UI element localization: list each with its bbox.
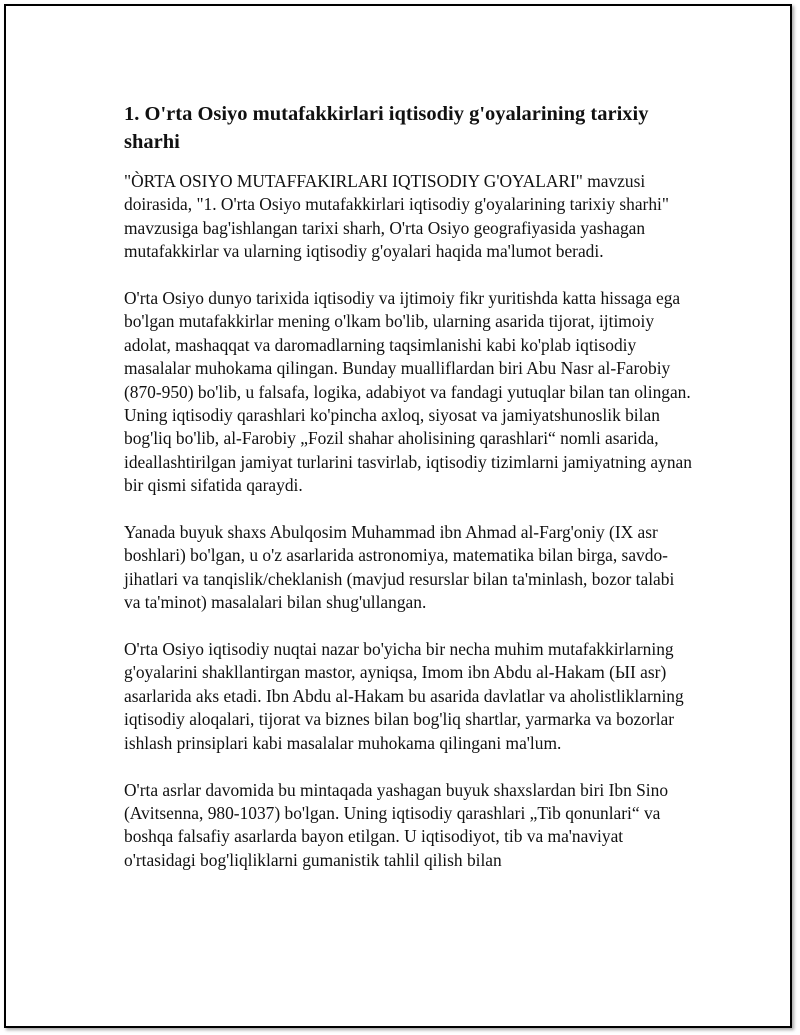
document-body bbox=[124, 100, 694, 896]
paragraph-intro: "ÒRTA OSIYO MUTAFFAKIRLARI IQTISODIY G'OYALARI" mavzusi doirasida, "1. O'rta Osiyo mutafakkirlari iqtisodiy g'oyalarining tarixiy sharhi" mavzusiga bag'ishlangan tarixi sharh, O'rta Osiyo geografiyasida yashagan mutafakkirlar va ularning iqtisodiy g'oyalari haqida ma'lumot beradi. bbox=[124, 171, 669, 262]
paragraph-al-farobiy: O'rta Osiyo dunyo tarixida iqtisodiy va ijtimoiy fikr yuritishda katta hissaga ega bo'lgan mutafakkirlar mening o'lkam bo'lib, ularning asarida tijorat, ijtimoiy adolat, mashaqqat va daromadlarning taqsimlanishi kabi ko'plab iqtisodiy masalalar muhokama qilingan. Bunday mualliflardan biri Abu Nasr al-Farobiy (870-950) bo'lib, u falsafa, logika, adabiyot va fandagi yutuqlar bilan tan olingan. Uning iqtisodiy qarashlari ko'pincha axloq, siyosat va jamiyatshunoslik bilan bog'liq bo'lib, al-Farobiy „Fozil shahar aholisining qarashlari“ nomli asarida, ideallashtirilgan jamiyat turlarini tasvirlab, iqtisodiy tizimlarni jamiyatning aynan bir qismi sifatida qaraydi. bbox=[124, 288, 692, 496]
document-title: 1. O'rta Osiyo mutafakkirlari iqtisodiy g'oyalarining tarixiy sharhi bbox=[124, 103, 649, 153]
paragraph-ibn-abdu-al-hakam: O'rta Osiyo iqtisodiy nuqtai nazar bo'yicha bir necha muhim mutafakkirlarning g'oyalarini shakllantirgan mastor, ayniqsa, Imom ibn Abdu al-Hakam (ЫI asr) asarlarida aks etadi. Ibn Abdu al-Hakam bu asarida davlatlar va aholistliklarning iqtisodiy aloqalari, tijorat va biznes bilan bog'liq shartlar, yarmarka va bozorlar ishlash prinsiplari kabi masalalar muhokama qilingani ma'lum. bbox=[124, 639, 684, 753]
document-page bbox=[4, 4, 792, 1028]
paragraph-al-fargoniy: Yanada buyuk shaxs Abulqosim Muhammad ibn Ahmad al-Farg'oniy (IX asr boshlari) bo'lgan, u o'z asarlarida astronomiya, matematika bilan birga, savdo-jihatlari va tanqislik/cheklanish (mavjud resurslar bilan ta'minlash, bozor talabi va ta'minot) masalalari bilan shug'ullangan. bbox=[124, 522, 675, 613]
paragraph-ibn-sino: O'rta asrlar davomida bu mintaqada yashagan buyuk shaxslardan biri Ibn Sino (Avitsenna, 980-1037) bo'lgan. Uning iqtisodiy qarashlari „Tib qonunlari“ va boshqa falsafiy asarlarda bayon etilgan. U iqtisodiyot, tib va ma'naviyat o'rtasidagi bog'liqliklarni gumanistik tahlil qilish bilan bbox=[124, 779, 669, 870]
